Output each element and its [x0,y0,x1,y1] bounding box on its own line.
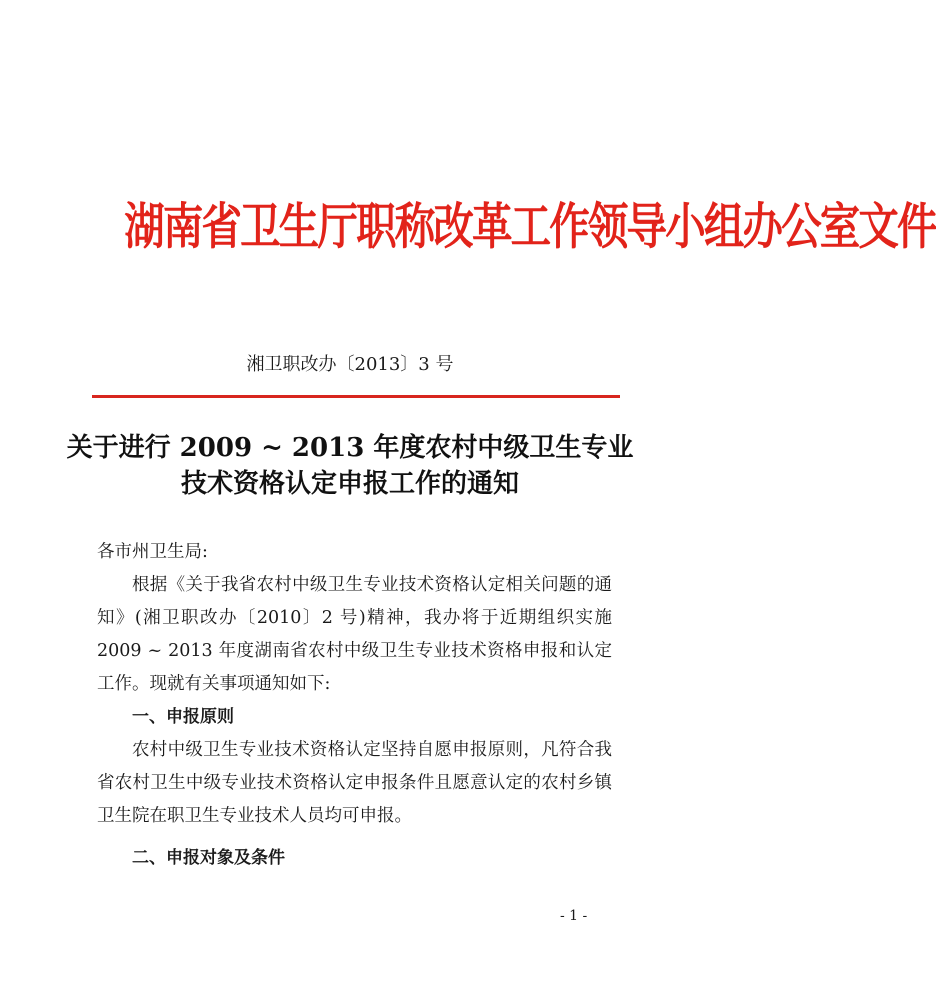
section-heading-principles: 一、申报原则 [132,707,234,727]
notice-title [60,430,640,502]
document-number: 湘卫职改办〔2013〕3 号 [246,354,454,375]
principles-paragraph: 农村中级卫生专业技术资格认定坚持自愿申报原则，凡符合我省农村卫生中级专业技术资格认定申报条件且愿意认定的农村乡镇卫生院在职卫生专业技术人员均可申报。 [97,740,612,826]
page-number: - 1 - [560,908,588,924]
notice-title-line-2: 技术资格认定申报工作的通知 [180,469,519,499]
intro-paragraph: 根据《关于我省农村中级卫生专业技术资格认定相关问题的通知》(湘卫职改办〔2010〕2 号)精神，我办将于近期组织实施 2009 ~ 2013 年度湖南省农村中级卫生专业技术资格申报和认定工作。现就有关事项通知如下: [97,575,612,694]
red-divider-line [92,395,620,398]
document-header-title: 湖南省卫生厅职称改革工作领导小组办公室文件 [124,198,936,256]
notice-title-line-1: 关于进行 2009 ~ 2013 年度农村中级卫生专业 [66,433,634,463]
section-heading-applicants: 二、申报对象及条件 [132,848,285,868]
salutation: 各市州卫生局: [97,542,208,562]
